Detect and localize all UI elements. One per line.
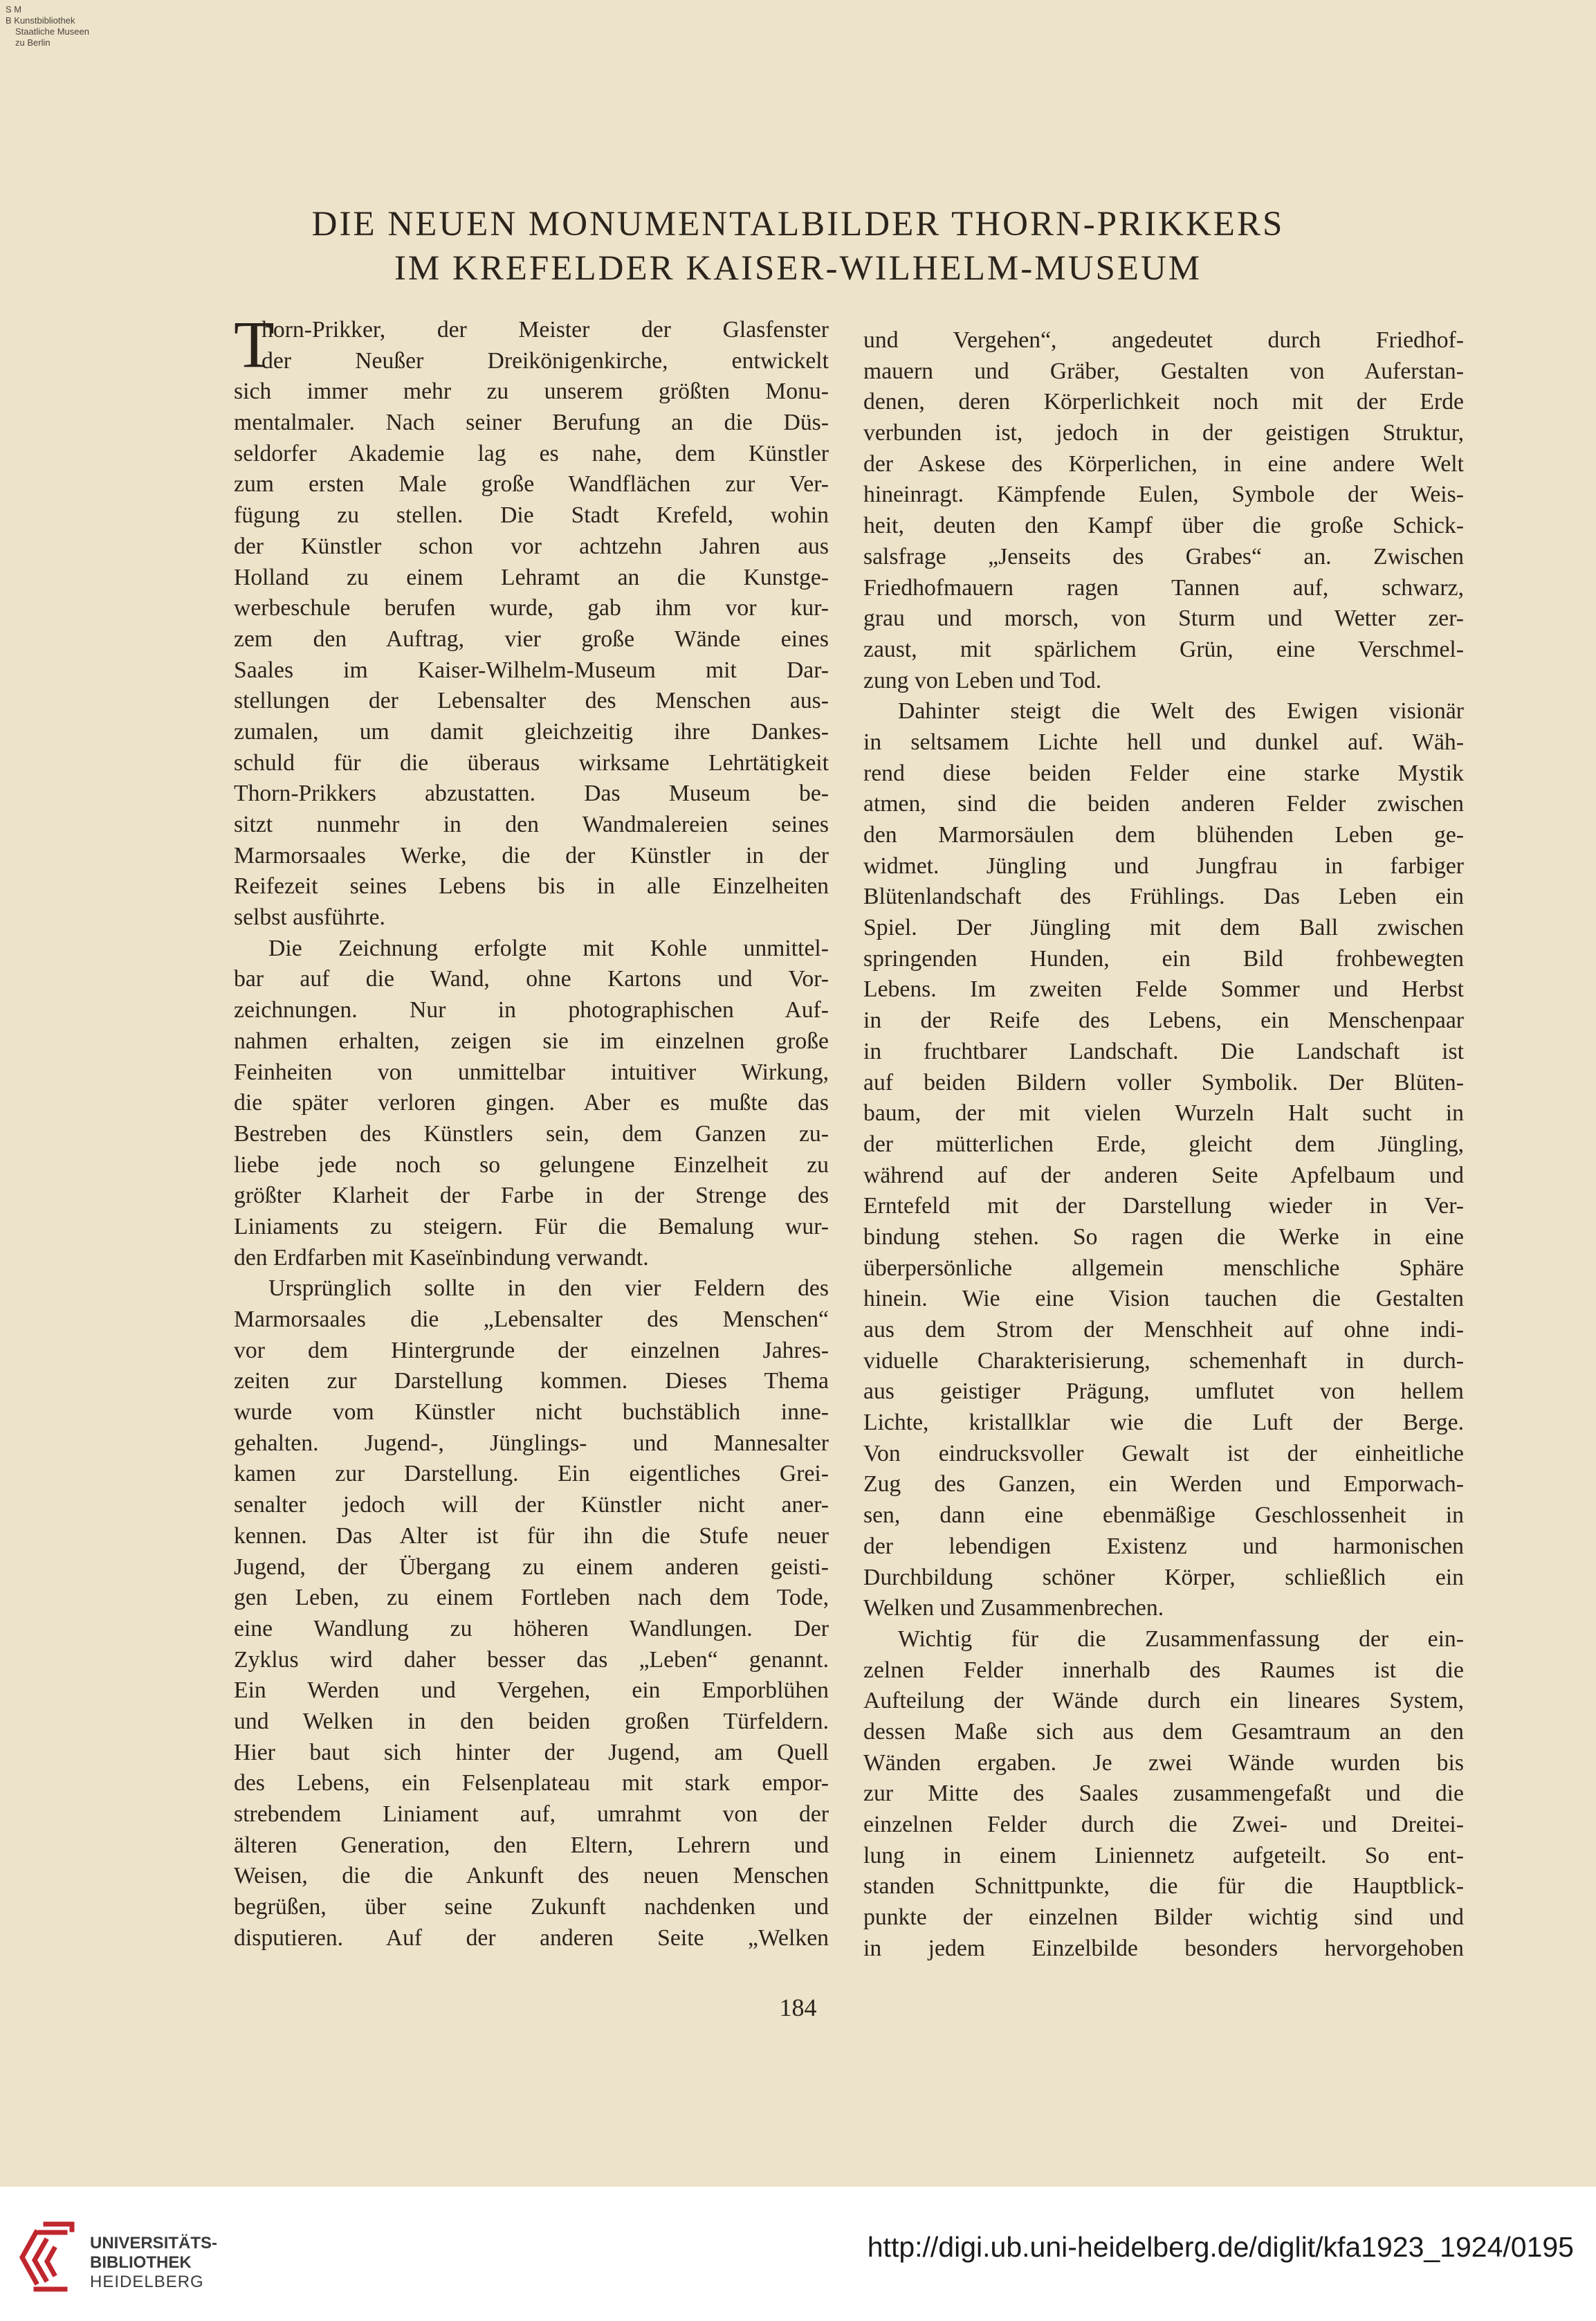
text-line: größter Klarheit der Farbe in der Strenge des (234, 1183, 829, 1209)
text-line: hinein. Wie eine Vision tauchen die Gestalten (863, 1286, 1464, 1312)
text-line: der Askese des Körperlichen, in eine andere Welt (863, 450, 1464, 477)
ub-heidelberg-logo-icon (15, 2220, 79, 2295)
text-line: aus dem Strom der Menschheit auf ohne indi- (863, 1317, 1464, 1342)
source-url-link[interactable]: http://digi.ub.uni-heidelberg.de/diglit/kfa1923_1924/0195 (867, 2231, 1574, 2263)
text-line: Saales im Kaiser-Wilhelm-Museum mit Dar- (234, 657, 829, 683)
text-line: in seltsamem Lichte hell und dunkel auf. Wäh- (863, 729, 1464, 755)
text-line: einzelnen Felder durch die Zwei- und Dreitei- (863, 1812, 1464, 1837)
text-line: rend diese beiden Felder eine starke Mystik (863, 760, 1464, 786)
text-line: sen, dann eine ebenmäßige Geschlossenheit in (863, 1502, 1464, 1529)
left-column (234, 315, 829, 1954)
text-line: in fruchtbarer Landschaft. Die Landschaft ist (863, 1038, 1464, 1064)
text-line: selbst ausführte. (234, 904, 385, 931)
text-line: sitzt nunmehr in den Wandmalereien seines (234, 812, 829, 837)
text-line: Marmorsaales Werke, die der Künstler in der (234, 842, 829, 868)
library-line: UNIVERSITÄTS- (90, 2234, 218, 2252)
text-line: schuld für die überaus wirksame Lehrtätigkeit (234, 749, 829, 776)
text-line: Spiel. Der Jüngling mit dem Ball zwischen (863, 915, 1464, 941)
text-line: fügung zu stellen. Die Stadt Krefeld, wohin (234, 502, 829, 529)
text-line: Zyklus wird daher besser das „Leben“ genannt. (234, 1646, 829, 1673)
text-line: Aufteilung der Wände durch ein lineares System, (863, 1688, 1464, 1714)
text-line: zur Mitte des Saales zusammengefaßt und die (863, 1781, 1464, 1807)
stamp-line: zu Berlin (15, 37, 51, 48)
text-line: liebe jede noch so gelungene Einzelheit zu (234, 1152, 829, 1178)
text-line: senalter jedoch will der Künstler nicht aner- (234, 1492, 829, 1518)
text-line: verbunden ist, jedoch in der geistigen Struktur, (863, 420, 1464, 446)
text-line: der lebendigen Existenz und harmonischen (863, 1533, 1464, 1559)
text-line: heit, deuten den Kampf über die große Schick- (863, 513, 1464, 539)
library-name (90, 2234, 217, 2292)
text-line: der Neußer Dreikönigenkirche, entwickelt (262, 347, 829, 374)
text-line: Wichtig für die Zusammenfassung der ein- (898, 1626, 1464, 1652)
text-line: zaust, mit spärlichem Grün, eine Verschmel- (863, 636, 1464, 662)
text-line: zum ersten Male große Wandflächen zur Ver- (234, 471, 829, 498)
article-title (0, 202, 1596, 291)
text-line: werbeschule berufen wurde, gab ihm vor kur- (234, 595, 829, 621)
text-line: vor dem Hintergrunde der einzelnen Jahres- (234, 1337, 829, 1363)
text-line: seldorfer Akademie lag es nahe, dem Künstler (234, 440, 829, 466)
text-line: Zug des Ganzen, ein Werden und Emporwach- (863, 1471, 1464, 1498)
text-line: sich immer mehr zu unserem größten Monu- (234, 379, 829, 405)
text-line: Die Zeichnung erfolgte mit Kohle unmittel- (268, 935, 829, 961)
text-line: zeichnungen. Nur in photographischen Auf- (234, 997, 829, 1023)
text-line: widmet. Jüngling und Jungfrau in farbiger (863, 853, 1464, 879)
text-line: Von eindrucksvoller Gewalt ist der einheitliche (863, 1440, 1464, 1466)
text-line: Lichte, kristallklar wie die Luft der Berge. (863, 1410, 1464, 1436)
text-line: hineinragt. Kämpfende Eulen, Symbole der Weis- (863, 482, 1464, 508)
text-line: des Lebens, ein Felsenplateau mit stark empor- (234, 1770, 829, 1796)
stamp-line: B Kunstbibliothek (6, 15, 75, 26)
title-line: IM KREFELDER KAISER-WILHELM-MUSEUM (394, 249, 1202, 288)
text-line: nahmen erhalten, zeigen sie im einzelnen große (234, 1028, 829, 1054)
text-line: Feinheiten von unmittelbar intuitiver Wirkung, (234, 1059, 829, 1085)
page-number: 184 (779, 1994, 817, 2021)
drop-cap: T (234, 307, 275, 381)
text-line: lung in einem Liniennetz aufgeteilt. So ent- (863, 1842, 1464, 1868)
text-line: strebendem Liniament auf, umrahmt von der (234, 1801, 829, 1827)
text-line: und Welken in den beiden großen Türfeldern. (234, 1708, 829, 1734)
text-line: disputieren. Auf der anderen Seite „Welken (234, 1924, 829, 1951)
text-line: zem den Auftrag, vier große Wände eines (234, 626, 829, 652)
text-line: aus geistiger Prägung, umflutet von hellem (863, 1378, 1464, 1405)
text-line: in der Reife des Lebens, ein Menschenpaar (863, 1008, 1464, 1034)
text-line: baum, der mit vielen Wurzeln Halt sucht in (863, 1100, 1464, 1127)
text-line: grau und morsch, von Sturm und Wetter zer- (863, 606, 1464, 632)
text-line: Jugend, der Übergang zu einem anderen geisti- (234, 1554, 829, 1580)
text-line: Welken und Zusammenbrechen. (863, 1595, 1164, 1621)
text-line: begrüßen, über seine Zukunft nachdenken und (234, 1894, 829, 1920)
text-line: kamen zur Darstellung. Ein eigentliches Grei- (234, 1461, 829, 1487)
text-line: zung von Leben und Tod. (863, 667, 1102, 693)
text-line: zumalen, um damit gleichzeitig ihre Dankes- (234, 718, 829, 745)
text-line: atmen, sind die beiden anderen Felder zwischen (863, 791, 1464, 817)
text-line: Wänden ergaben. Je zwei Wände wurden bis (863, 1749, 1464, 1776)
text-line: gen Leben, zu einem Fortleben nach dem Tode, (234, 1585, 829, 1611)
text-line: Durchbildung schöner Körper, schließlich ein (863, 1564, 1464, 1590)
text-line: während auf der anderen Seite Apfelbaum und (863, 1162, 1464, 1188)
text-line: Dahinter steigt die Welt des Ewigen visionär (898, 698, 1464, 725)
footer-bar (0, 2187, 1596, 2321)
text-line: Marmorsaales die „Lebensalter des Menschen“ (234, 1307, 829, 1332)
text-line: überpersönliche allgemein menschliche Sphäre (863, 1255, 1464, 1281)
text-line: zeiten zur Darstellung kommen. Dieses Thema (234, 1368, 829, 1394)
text-line: den Marmorsäulen dem blühenden Leben ge- (863, 822, 1464, 848)
text-line: Holland zu einem Lehramt an die Kunstge- (234, 564, 829, 590)
text-line: punkte der einzelnen Bilder wichtig sind und (863, 1904, 1464, 1931)
library-line: HEIDELBERG (90, 2273, 204, 2291)
text-line: denen, deren Körperlichkeit noch mit der Erde (863, 389, 1464, 415)
text-line: mentalmaler. Nach seiner Berufung an die Düs- (234, 410, 829, 436)
text-line: wurde vom Künstler nicht buchstäblich inne- (234, 1399, 829, 1426)
text-line: Weisen, die die Ankunft des neuen Menschen (234, 1863, 829, 1889)
text-line: Thorn-Prikkers abzustatten. Das Museum be- (234, 781, 829, 807)
library-line: BIBLIOTHEK (90, 2253, 192, 2272)
text-line: in jedem Einzelbilde besonders hervorgehoben (863, 1935, 1464, 1961)
text-line: Reifezeit seines Lebens bis in alle Einzelheiten (234, 873, 829, 900)
text-line: springenden Hunden, ein Bild frohbewegten (863, 945, 1464, 972)
text-line: viduelle Charakterisierung, schemenhaft in durch- (863, 1347, 1464, 1374)
text-line: bindung stehen. So ragen die Werke in eine (863, 1223, 1464, 1250)
text-line: und Vergehen“, angedeutet durch Friedhof- (863, 327, 1464, 353)
text-line: der Künstler schon vor achtzehn Jahren aus (234, 533, 829, 559)
text-line: kennen. Das Alter ist für ihn die Stufe neuer (234, 1522, 829, 1549)
text-line: Lebens. Im zweiten Felde Sommer und Herbst (863, 976, 1464, 1003)
text-line: Bestreben des Künstlers sein, dem Ganzen zu- (234, 1120, 829, 1147)
text-line: stellungen der Lebensalter des Menschen aus- (234, 688, 829, 714)
text-line: die später verloren gingen. Aber es mußte das (234, 1090, 829, 1116)
text-line: Friedhofmauern ragen Tannen auf, schwarz, (863, 574, 1464, 601)
text-line: standen Schnittpunkte, die für die Hauptblick- (863, 1873, 1464, 1900)
text-line: zelnen Felder innerhalb des Raumes ist die (863, 1657, 1464, 1683)
text-line: der mütterlichen Erde, gleicht dem Jüngling, (863, 1131, 1464, 1157)
library-stamp (6, 4, 89, 48)
text-line: Ein Werden und Vergehen, ein Emporblühen (234, 1677, 829, 1704)
text-line: Ursprünglich sollte in den vier Feldern des (268, 1275, 829, 1302)
text-line: horn-Prikker, der Meister der Glasfenster (262, 317, 829, 343)
text-line: salsfrage „Jenseits des Grabes“ an. Zwischen (863, 543, 1464, 570)
text-line: älteren Generation, den Eltern, Lehrern und (234, 1832, 829, 1858)
text-line: den Erdfarben mit Kaseïnbindung verwandt. (234, 1244, 649, 1271)
text-line: Hier baut sich hinter der Jugend, am Quell (234, 1739, 829, 1765)
right-column (863, 325, 1464, 1964)
text-line: dessen Maße sich aus dem Gesamtraum an den (863, 1718, 1464, 1745)
text-line: auf beiden Bildern voller Symbolik. Der Blüten- (863, 1069, 1464, 1095)
text-line: gehalten. Jugend-, Jünglings- und Mannesalter (234, 1430, 829, 1456)
text-line: mauern und Gräber, Gestalten von Auferstan- (863, 358, 1464, 384)
text-line: eine Wandlung zu höheren Wandlungen. Der (234, 1615, 829, 1641)
text-line: bar auf die Wand, ohne Kartons und Vor- (234, 966, 829, 992)
title-line: DIE NEUEN MONUMENTALBILDER THORN-PRIKKERS (311, 205, 1285, 244)
text-line: Liniaments zu steigern. Für die Bemalung wur- (234, 1213, 829, 1239)
stamp-line: S M (6, 4, 22, 15)
text-line: Erntefeld mit der Darstellung wieder in Ver- (863, 1193, 1464, 1219)
text-line: Blütenlandschaft des Frühlings. Das Leben ein (863, 884, 1464, 910)
stamp-line: Staatliche Museen (15, 26, 89, 37)
